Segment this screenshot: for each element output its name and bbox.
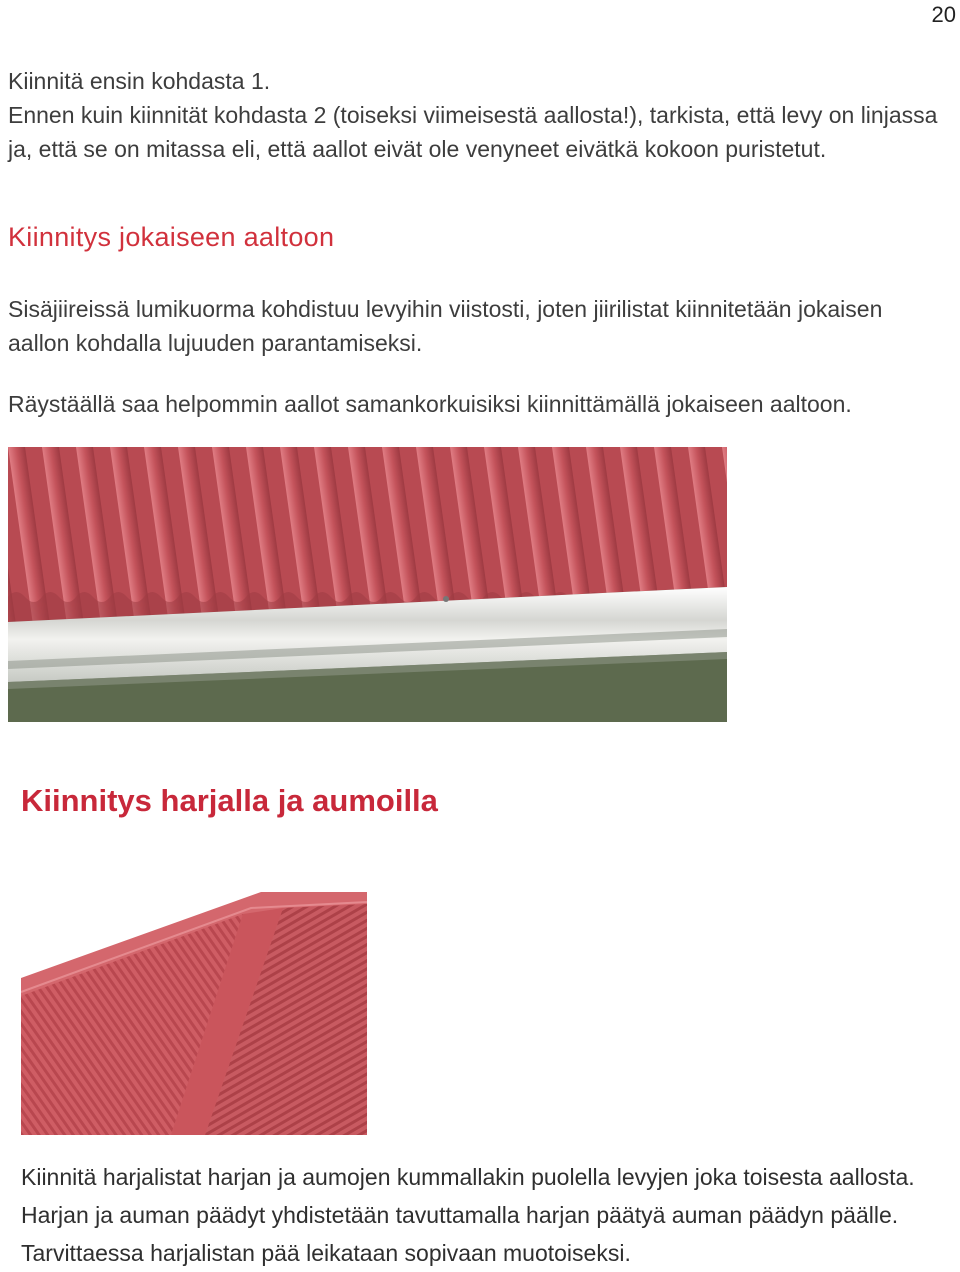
paragraph-ridge-instructions: Kiinnitä harjalistat harjan ja aumojen kummallakin puolella levyjen joka toisesta aallosta. Harjan ja auman päädyt yhdistetään tavuttamalla harjan päätyä auman päädyn päälle. Tarvittaessa harjalistan pää leikataan sopivaan muotoiseksi. xyxy=(21,1164,915,1266)
intro-line-2: Ennen kuin kiinnität kohdasta 2 (toiseksi viimeisestä aallosta!), tarkista, että levy on linjassa ja, että se on mitassa eli, että aallot eivät ole venyneet eivätkä kokoon puristetut. xyxy=(8,102,938,162)
intro-line-1: Kiinnitä ensin kohdasta 1. xyxy=(8,68,271,94)
section-heading-ridge-hip: Kiinnitys harjalla ja aumoilla xyxy=(21,783,438,818)
paragraph-eave-fixing: Räystäällä saa helpommin aallot samankorkuisiksi kiinnittämällä jokaiseen aaltoon. xyxy=(8,391,852,417)
page-number: 20 xyxy=(931,2,956,27)
ridge-roof-photo xyxy=(21,892,367,1135)
paragraph-valley-snow-load: Sisäjiireissä lumikuorma kohdistuu levyihin viistosti, joten jiirilistat kiinnitetään jokaisen aallon kohdalla lujuuden parantamiseksi. xyxy=(8,296,883,356)
section-heading-every-wave: Kiinnitys jokaiseen aaltoon xyxy=(8,222,335,252)
intro-text xyxy=(8,64,948,166)
eave-roof-photo xyxy=(8,447,727,722)
